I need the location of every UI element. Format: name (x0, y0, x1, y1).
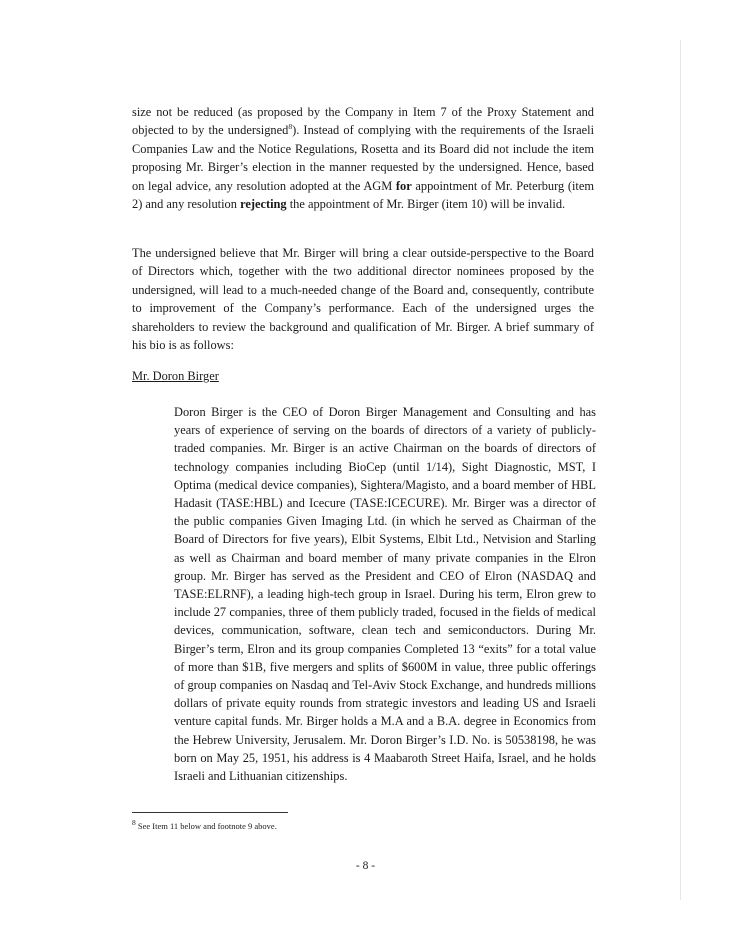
page-number: - 8 - (355, 860, 376, 872)
scan-edge-line (680, 40, 681, 900)
footnote-ref-8: 8 (288, 122, 293, 132)
paragraph1-text-b: ). Instead of complying with the requirements of the Israeli Companies Law and the Notice Regulations, Rosetta and its Board did not include the item proposing Mr. Birger’s election in the manner requested by the undersigned. Hence, based on legal advice, any resolution adopted at the AGM (132, 123, 595, 193)
bio-paragraph: Doron Birger is the CEO of Doron Birger Management and Consulting and has years of experience of serving on the boards of directors of a variety of publicly-traded companies. Mr. Birger is an active Chairman on the boards of directors of technology companies including BioCep (until 1/14), Sight Diagnostic, MST, I Optima (medical device companies), Sightera/Magisto, and a board member of HBL Hadasit (TASE:HBL) and Icecure (TASE:ICECURE). Mr. Birger was a director of the public companies Given Imaging Ltd. (in which he served as Chairman of the Board of Directors for five years), Elbit Systems, Elbit Ltd., Netvision and Starling as well as Chairman and board member of many private companies in the Elron group. Mr. Birger has served as the President and CEO of Elron (NASDAQ and TASE:ELRNF), a leading high-tech group in Israel. During his term, Elron grew to include 27 companies, three of them publicly traded, focused in the fields of medical devices, communication, software, clean tech and semiconductors. During Mr. Birger’s term, Elron and its group companies Completed 13 “exits” for a total value of more than $1B, five mergers and splits of $600M in value, three public offerings of group companies on Nasdaq and Tel-Aviv Stock Exchange, and hundreds millions dollars of private equity rounds from strategic investors and leading US and Israeli venture capital funds. Mr. Birger holds a M.A and a B.A. degree in Economics from the Hebrew University, Jerusalem. Mr. Doron Birger’s I.D. No. is 50538198, he was born on May 25, 1951, his address is 4 Maabaroth Street Haifa, Israel, and he holds Israeli and Lithuanian citizenships. (174, 405, 596, 784)
bold-for: for (395, 178, 412, 193)
bold-rejecting: rejecting (240, 197, 287, 212)
footnote-8 (132, 818, 277, 832)
section-heading-doron-birger: Mr. Doron Birger (132, 369, 219, 383)
footnote-divider (132, 812, 288, 813)
paragraph1-text-a: size not be reduced (as proposed by the Company in Item 7 of the Proxy Statement and objected to by the undersigned (132, 105, 594, 138)
paragraph1-text-d: the appointment of Mr. Birger (item 10) will be invalid. (286, 197, 566, 212)
footnote-text: See Item 11 below and footnote 9 above. (137, 821, 277, 831)
paragraph-invalid-resolutions (132, 103, 594, 213)
footnote-marker: 8 (132, 818, 136, 828)
paragraph1-text-c: appointment of Mr. Peterburg (item 2) and any resolution (132, 178, 594, 212)
paragraph-outside-perspective: The undersigned believe that Mr. Birger will bring a clear outside-perspective to the Board of Directors which, together with the two additional director nominees proposed by the undersigned, will lead to a much-needed change of the Board and, consequently, contribute to improvement of the Company’s performance. Each of the undersigned urges the shareholders to review the background and qualification of Mr. Birger. A brief summary of his bio is as follows: (132, 246, 594, 353)
